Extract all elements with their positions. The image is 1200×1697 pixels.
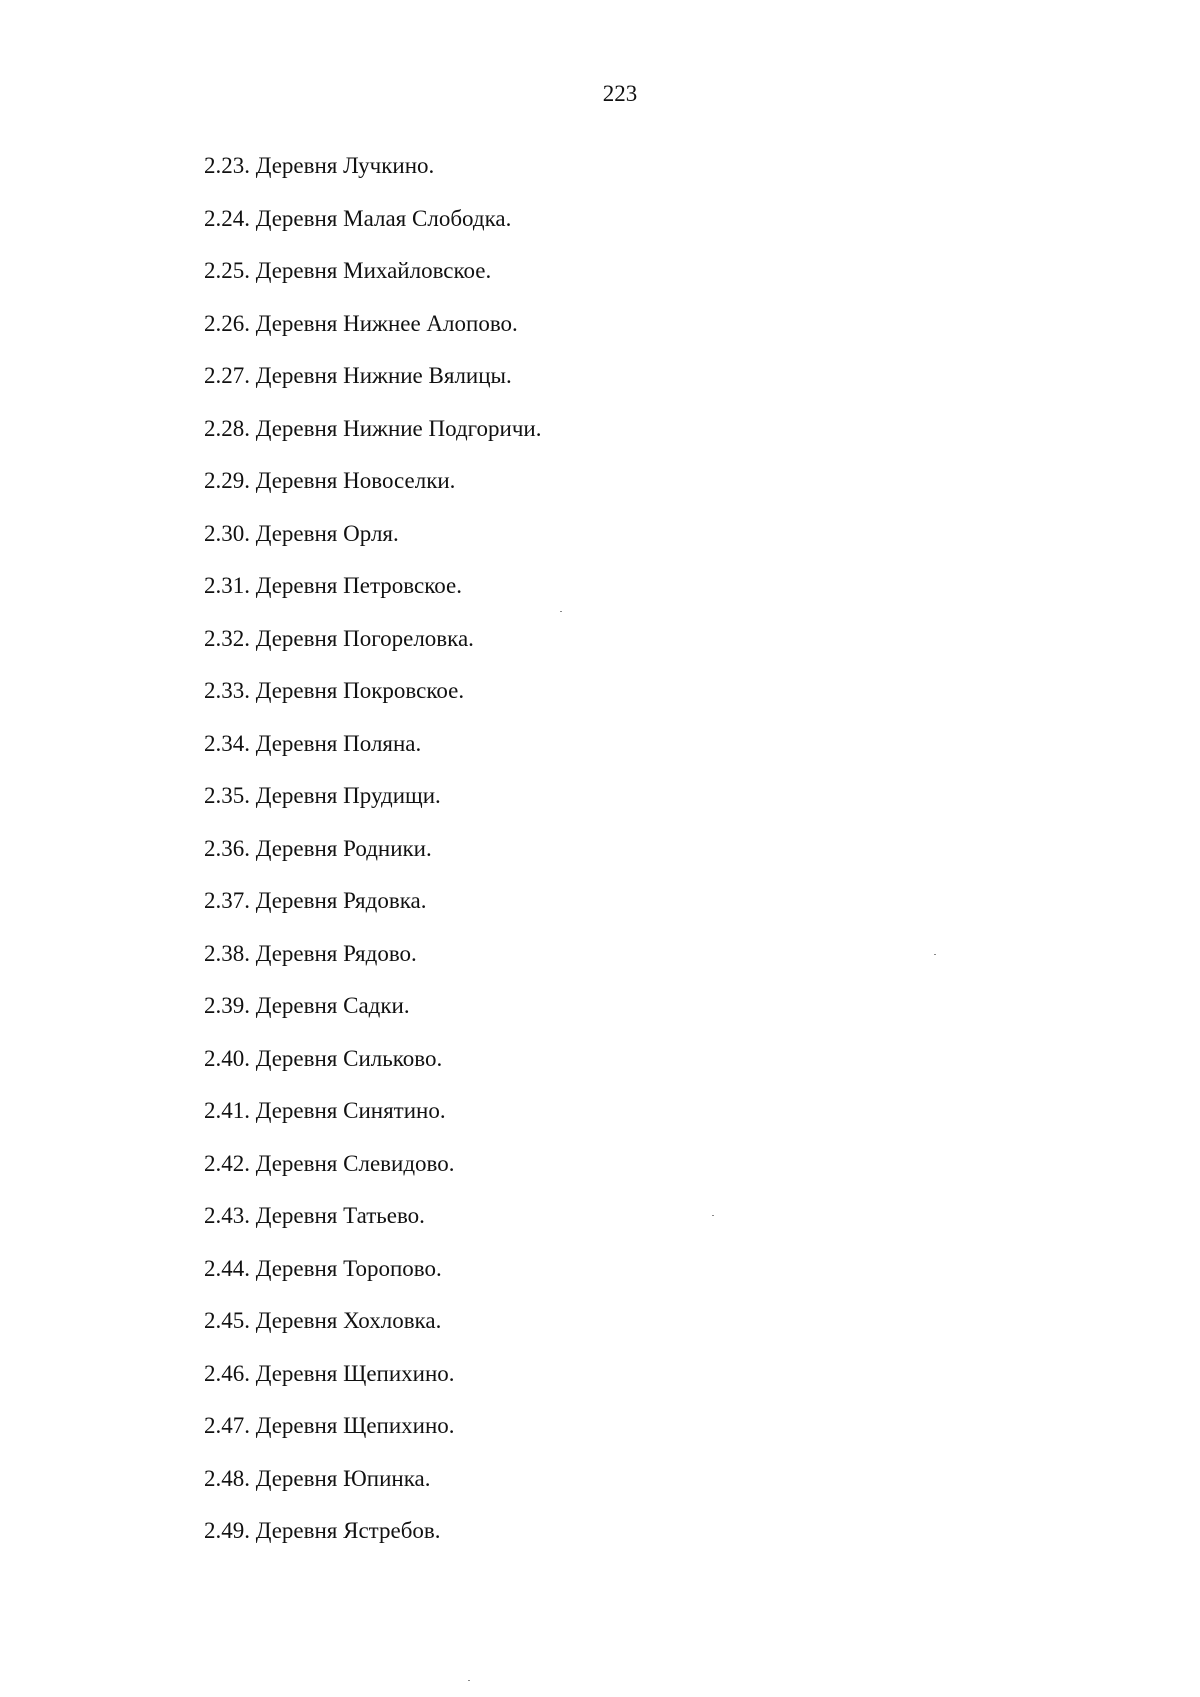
page-number: 223 [602, 81, 638, 106]
list-item: 2.37. Деревня Рядовка. [204, 888, 427, 913]
list-item: 2.24. Деревня Малая Слободка. [204, 205, 512, 231]
list-item: 2.31. Деревня Петровское. [204, 573, 462, 598]
list-item: 2.36. Деревня Родники. [204, 835, 432, 861]
list-item: 2.44. Деревня Торопово. [204, 1255, 442, 1281]
list-item: 2.42. Деревня Слевидово. [204, 1150, 455, 1176]
list-item: 2.40. Деревня Сильково. [204, 1045, 443, 1071]
list-item: 2.27. Деревня Нижние Вялицы. [204, 363, 512, 388]
list-item: 2.30. Деревня Орля. [204, 520, 399, 546]
list-item: 2.32. Деревня Погореловка. [204, 625, 474, 651]
list-item: 2.34. Деревня Поляна. [204, 730, 422, 756]
list-item: 2.47. Деревня Щепихино. [204, 1413, 455, 1438]
settlement-list [204, 152, 541, 1570]
list-item: 2.46. Деревня Щепихино. [204, 1360, 455, 1386]
list-item: 2.33. Деревня Покровское. [204, 678, 465, 703]
list-item: 2.49. Деревня Ястребов. [204, 1518, 441, 1543]
list-item: 2.45. Деревня Хохловка. [204, 1308, 442, 1333]
list-item: 2.48. Деревня Юпинка. [204, 1465, 431, 1491]
list-item: 2.41. Деревня Синятино. [204, 1098, 446, 1123]
list-item: 2.29. Деревня Новоселки. [204, 468, 456, 493]
scan-speck [712, 1215, 714, 1216]
list-item: 2.39. Деревня Садки. [204, 993, 410, 1018]
list-item: 2.43. Деревня Татьево. [204, 1203, 425, 1228]
list-item: 2.25. Деревня Михайловское. [204, 258, 492, 283]
list-item: 2.35. Деревня Прудищи. [204, 783, 441, 808]
scan-speck [468, 1680, 470, 1681]
list-item: 2.26. Деревня Нижнее Алопово. [204, 310, 518, 336]
list-item: 2.38. Деревня Рядово. [204, 940, 417, 966]
list-item: 2.28. Деревня Нижние Подгоричи. [204, 415, 542, 441]
list-item: 2.23. Деревня Лучкино. [204, 153, 435, 178]
scan-speck [560, 611, 562, 612]
scan-speck [934, 954, 936, 955]
